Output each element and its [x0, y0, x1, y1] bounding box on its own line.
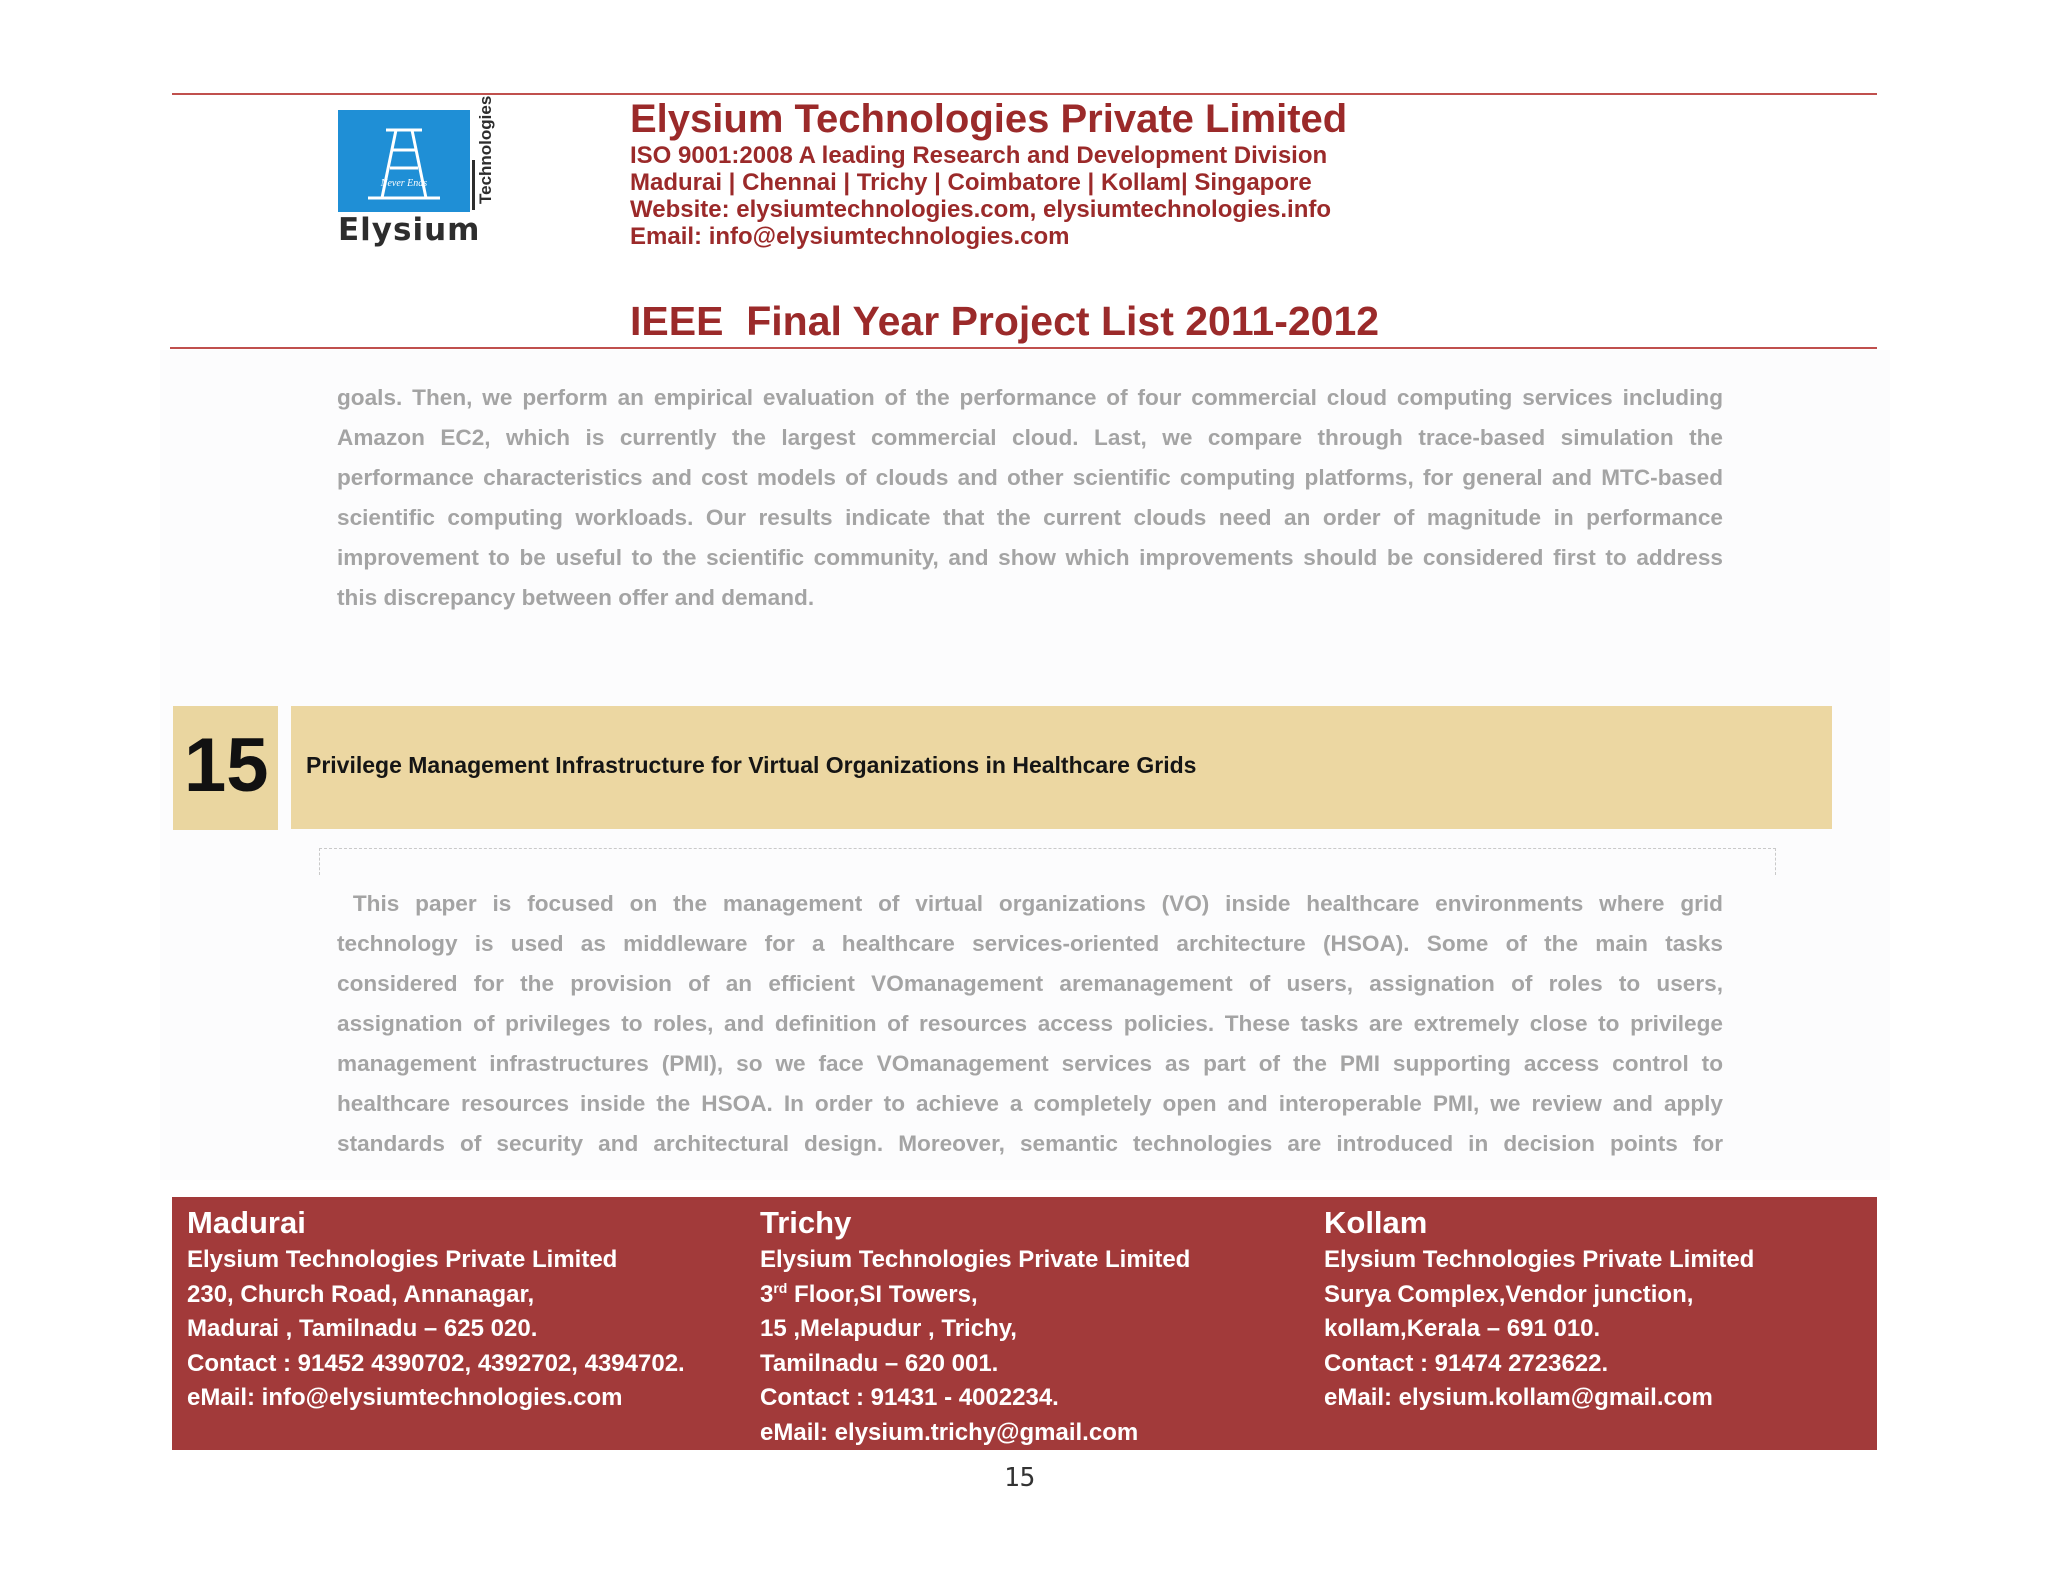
footer-trichy	[760, 1203, 1190, 1451]
footer-contacts	[172, 1197, 1877, 1450]
header-bottom-rule	[170, 347, 1877, 349]
abstract-line: Amazon EC2, which is currently the largest commercial cloud. Last, we compare through trace-based simulation the	[337, 425, 1723, 450]
abstract-line: improvement to be useful to the scientific community, and show which improvements should be considered first to address	[337, 545, 1723, 570]
company-logo	[336, 95, 506, 248]
iso-line: ISO 9001:2008 A leading Research and Development Division	[630, 142, 1328, 169]
company-line: Elysium Technologies Private Limited	[1324, 1246, 1755, 1273]
svg-text:Never Ends: Never Ends	[380, 178, 428, 189]
email-line: eMail: info@elysiumtechnologies.com	[187, 1384, 623, 1412]
contact-line: Contact : 91452 4390702, 4392702, 4394702.	[187, 1349, 685, 1377]
email-line: eMail: elysium.trichy@gmail.com	[760, 1418, 1139, 1446]
address-line: Surya Complex,Vendor junction,	[1324, 1280, 1694, 1308]
abstract-line: scientific computing workloads. Our results indicate that the current clouds need an order of magnitude in performance	[337, 505, 1723, 530]
previous-abstract	[337, 378, 1723, 618]
project-title: Privilege Management Infrastructure for Virtual Organizations in Healthcare Grids	[306, 752, 1197, 778]
address-line: 230, Church Road, Annanagar,	[187, 1280, 535, 1308]
email-line: Email: info@elysiumtechnologies.com	[630, 223, 1070, 250]
address-line: Tamilnadu – 620 001.	[760, 1349, 999, 1377]
abstract-line: management infrastructures (PMI), so we face VOmanagement services as part of the PMI supporting access control to	[337, 1051, 1723, 1076]
city-heading: Madurai	[187, 1205, 306, 1240]
logo-emblem	[338, 110, 470, 212]
abstract-line: technology is used as middleware for a healthcare services-oriented architecture (HSOA). Some of the main tasks	[337, 931, 1723, 956]
company-line: Elysium Technologies Private Limited	[760, 1246, 1191, 1273]
address-line: Madurai , Tamilnadu – 625 020.	[187, 1315, 538, 1343]
abstract-line: considered for the provision of an efficient VOmanagement aremanagement of users, assignation of roles to users,	[337, 971, 1723, 996]
list-title: IEEE Final Year Project List 2011-2012	[630, 298, 1380, 344]
abstract-frame	[319, 848, 1776, 875]
abstract-line: performance characteristics and cost models of clouds and other scientific computing platforms, for general and MTC-based	[337, 465, 1723, 490]
abstract-line: healthcare resources inside the HSOA. In order to achieve a completely open and interoperable PMI, we review and apply	[337, 1091, 1723, 1116]
footer-madurai	[187, 1203, 685, 1416]
abstract-line: assignation of privileges to roles, and definition of resources access policies. These tasks are extremely close to privilege	[337, 1011, 1723, 1036]
address-line: 3rd Floor,SI Towers,	[760, 1279, 978, 1308]
city-heading: Kollam	[1324, 1205, 1428, 1240]
contact-line: Contact : 91431 - 4002234.	[760, 1384, 1059, 1412]
city-heading: Trichy	[760, 1205, 852, 1240]
company-block	[630, 96, 1347, 250]
company-line: Elysium Technologies Private Limited	[187, 1246, 618, 1273]
header-top-rule	[172, 93, 1877, 95]
address-line: 15 ,Melapudur , Trichy,	[760, 1315, 1017, 1343]
page-number: 15	[1004, 1463, 1036, 1493]
project-abstract	[337, 884, 1723, 1164]
logo-wordmark: Elysium	[338, 212, 481, 248]
locations-line: Madurai | Chennai | Trichy | Coimbatore | Kollam| Singapore	[630, 169, 1312, 196]
abstract-line: standards of security and architectural design. Moreover, semantic technologies are introduced in decision points for	[337, 1131, 1723, 1156]
company-name: Elysium Technologies Private Limited	[630, 97, 1348, 141]
address-line: kollam,Kerala – 691 010.	[1324, 1315, 1601, 1343]
website-line: Website: elysiumtechnologies.com, elysiumtechnologies.info	[630, 196, 1332, 223]
contact-line: Contact : 91474 2723622.	[1324, 1349, 1609, 1377]
email-line: eMail: elysium.kollam@gmail.com	[1324, 1384, 1713, 1412]
footer-kollam	[1324, 1203, 1754, 1416]
project-number: 15	[184, 723, 269, 808]
abstract-line: this discrepancy between offer and demand.	[337, 585, 815, 610]
logo-side-text: Technologies	[476, 95, 495, 204]
abstract-line: This paper is focused on the management of virtual organizations (VO) inside healthcare environments where grid	[337, 891, 1723, 916]
tower-icon	[338, 110, 470, 212]
abstract-line: goals. Then, we perform an empirical evaluation of the performance of four commercial cloud computing services including	[337, 385, 1723, 410]
